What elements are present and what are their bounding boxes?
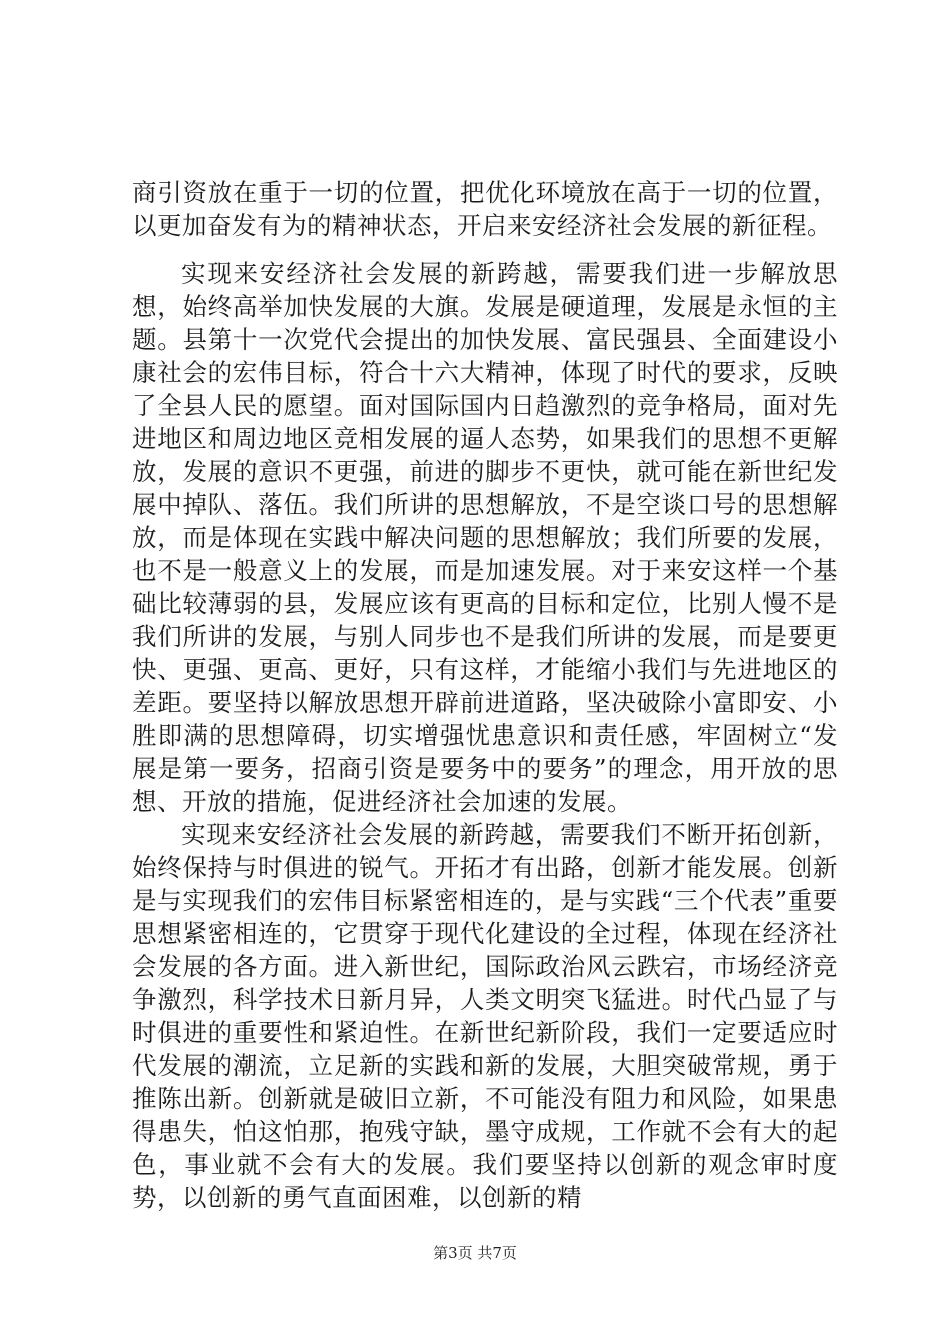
page-footer: 第3页 共7页 xyxy=(433,1244,517,1262)
body-text xyxy=(132,176,838,1214)
paragraph-3: 实现来安经济社会发展的新跨越，需要我们不断开拓创新，始终保持与时俱进的锐气。开拓才有出路，创新才能发展。创新是与实现我们的宏伟目标紧密相连的，是与实践“三个代表”重要思想紧密相连的，它贯穿于现代化建设的全过程，体现在经济社会发展的各方面。进入新世纪，国际政治风云跌宕，市场经济竞争激烈，科学技术日新月异，人类文明突飞猛进。时代凸显了与时俱进的重要性和紧迫性。在新世纪新阶段，我们一定要适应时代发展的潮流，立足新的实践和新的发展，大胆突破常规，勇于推陈出新。创新就是破旧立新，不可能没有阻力和风险，如果患得患失，怕这怕那，抱残守缺，墨守成规，工作就不会有大的起色，事业就不会有大的发展。我们要坚持以创新的观念审时度势，以创新的勇气直面困难，以创新的精 xyxy=(132,820,838,1212)
paragraph-2: 实现来安经济社会发展的新跨越，需要我们进一步解放思想，始终高举加快发展的大旗。发展是硬道理，发展是永恒的主题。县第十一次党代会提出的加快发展、富民强县、全面建设小康社会的宏伟目标，符合十六大精神，体现了时代的要求，反映了全县人民的愿望。面对国际国内日趋激烈的竞争格局，面对先进地区和周边地区竞相发展的逼人态势，如果我们的思想不更解放，发展的意识不更强，前进的脚步不更快，就可能在新世纪发展中掉队、落伍。我们所讲的思想解放，不是空谈口号的思想解放，而是体现在实践中解决问题的思想解放；我们所要的发展，也不是一般意义上的发展，而是加速发展。对于来安这样一个基础比较薄弱的县，发展应该有更高的目标和定位，比别人慢不是我们所讲的发展，与别人同步也不是我们所讲的发展，而是要更快、更强、更高、更好，只有这样，才能缩小我们与先进地区的差距。要坚持以解放思想开辟前进道路，坚决破除小富即安、小胜即满的思想障碍，切实增强忧患意识和责任感，牢固树立“发展是第一要务，招商引资是要务中的要务”的理念，用开放的思想、开放的措施，促进经济社会加速的发展。 xyxy=(132,259,838,816)
paragraph-1: 商引资放在重于一切的位置，把优化环境放在高于一切的位置，以更加奋发有为的精神状态，开启来安经济社会发展的新征程。 xyxy=(132,178,838,240)
